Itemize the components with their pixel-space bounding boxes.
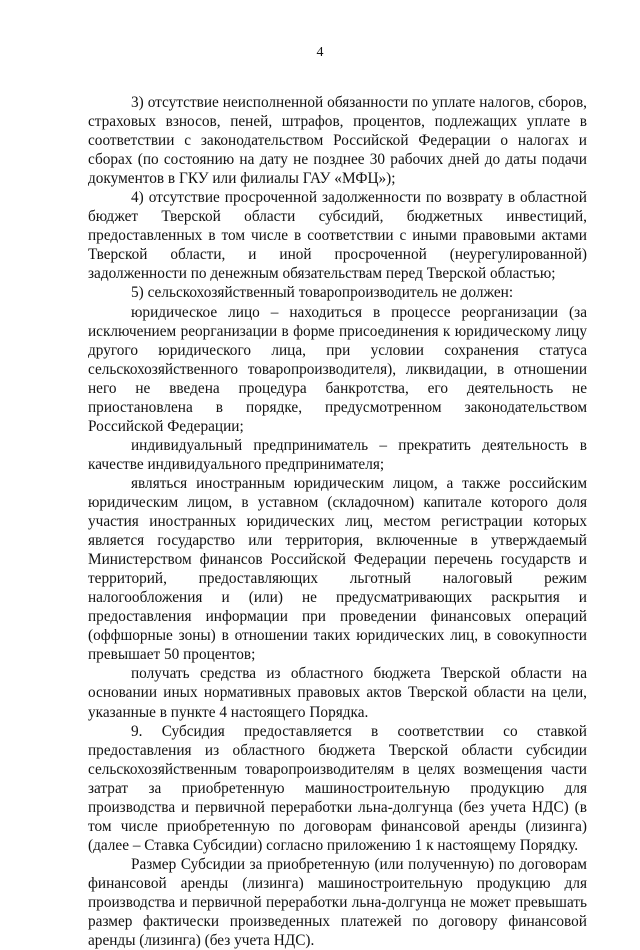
paragraph-item-4: 4) отсутствие просроченной задолженности по возврату в областной бюджет Тверской области субсидий, бюджетных инвестиций, предоставленных в том числе в соответствии с иными правовыми актами Тверской области, и иной просроченной (неурегулированной) задолженности по денежным обязательствам перед Тверской областью; (88, 189, 587, 283)
paragraph-subsidy-size: Размер Субсидии за приобретенную (или полученную) по договорам финансовой аренды (лизинга) машиностроительную продукцию для производства и первичной переработки льна-долгунца не может превышать размер фактически произведенных платежей по договору финансовой аренды (лизинга) (без учета НДС). (88, 855, 587, 950)
paragraph-other-funding: получать средства из областного бюджета Тверской области на основании иных нормативных правовых актов Тверской области на цели, указанные в пункте 4 настоящего Порядка. (88, 665, 587, 721)
paragraph-legal-entity: юридическое лицо – находиться в процессе реорганизации (за исключением реорганизации в форме присоединения к юридическому лицу другого юридического лица, при условии сохранения статуса сельскохозяйственного товаропроизводителя), ликвидации, в отношении него не введена процедура банкротства, его деятельность не приостановлена в порядке, предусмотренном законодательством Российской Федерации; (88, 303, 587, 435)
paragraph-item-9: 9. Субсидия предоставляется в соответствии со ставкой предоставления из областного бюджета Тверской области субсидии сельскохозяйственным товаропроизводителям в целях возмещения части затрат за приобретенную машиностроительную продукцию для производства и первичной переработки льна-долгунца (без учета НДС) (в том числе приобретенную по договорам финансовой аренды (лизинга) (далее – Ставка Субсидии) согласно приложению 1 к настоящему Порядку. (88, 722, 587, 854)
paragraph-foreign-entity: являться иностранным юридическим лицом, а также российским юридическим лицом, в уставном (складочном) капитале которого доля участия иностранных юридических лиц, местом регистрации которых является государство или территория, включенные в утверждаемый Министерством финансов Российской Федерации перечень государств и территорий, предоставляющих льготный налоговый режим налогообложения и (или) не предусматривающих раскрытия и предоставления информации при проведении финансовых операций (оффшорные зоны) в отношении таких юридических лиц, в совокупности превышает 50 процентов; (88, 474, 587, 664)
paragraph-item-5: 5) сельскохозяйственный товаропроизводитель не должен: (131, 284, 514, 302)
paragraph-item-3: 3) отсутствие неисполненной обязанности по уплате налогов, сборов, страховых взносов, пеней, штрафов, процентов, подлежащих уплате в соответствии с законодательством Российской Федерации о налогах и сборах (по состоянию на дату не позднее 30 рабочих дней до даты подачи документов в ГКУ или филиалы ГАУ «МФЦ»); (88, 94, 587, 188)
paragraph-individual-entrepreneur: индивидуальный предприниматель – прекратить деятельность в качестве индивидуального предпринимателя; (88, 436, 587, 473)
document-body (88, 93, 587, 950)
page-number: 4 (316, 45, 324, 60)
